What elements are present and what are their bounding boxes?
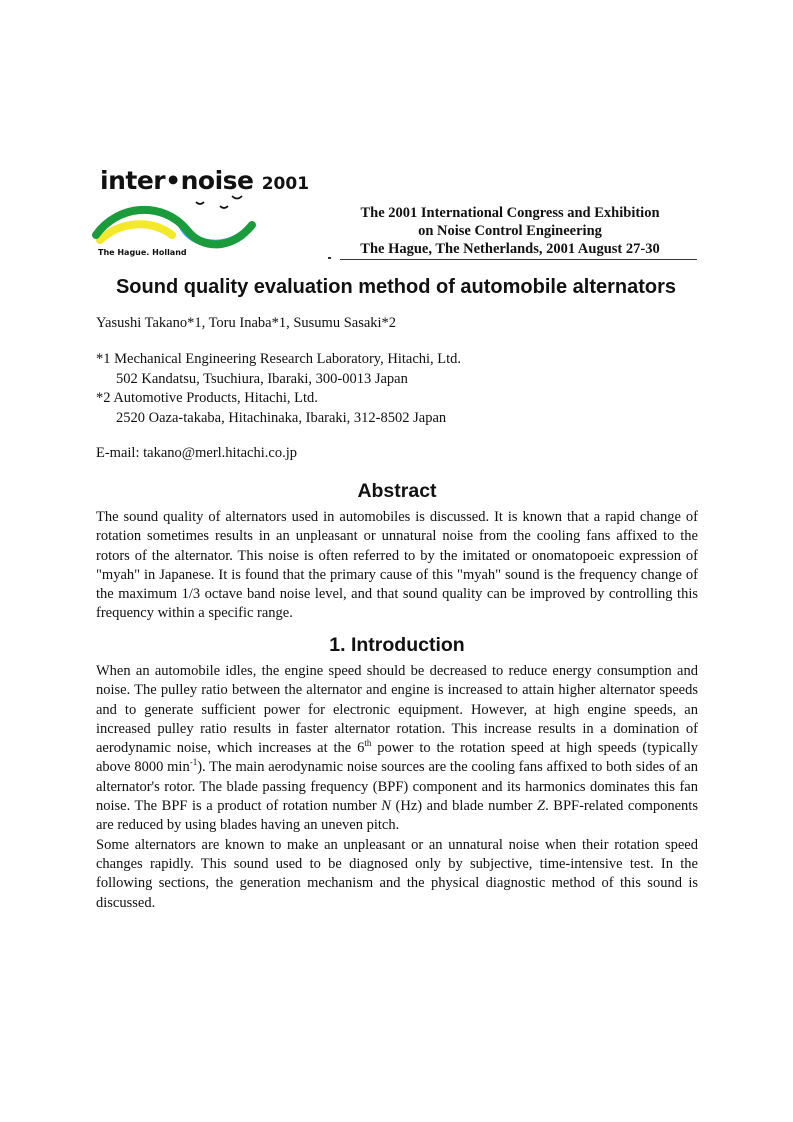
conference-header [330,204,690,258]
author-list: Yasushi Takano*1, Toru Inaba*1, Susumu Sasaki*2 [96,315,397,331]
conference-line-3: The Hague, The Netherlands, 2001 August 27-30 [360,241,660,257]
abstract-paragraph: The sound quality of alternators used in automobiles is discussed. It is known that a rapid change of rotation sometimes results in an unpleasant or unnatural noise from the cooling fans affixed to the rotors of the alternator. This noise is often referred to by the imitated or onomatopoeic expression of "myah" in Japanese. It is found that the primary cause of this "myah" sound is the frequency change of the maximum 1/3 octave band noise level, and that sound quality can be improved by controlling this frequency within a specific range. [96,509,698,622]
affiliation-2-name: *2 Automotive Products, Hitachi, Ltd. [96,390,318,406]
conference-line-2: on Noise Control Engineering [418,223,602,239]
abstract-text [96,508,698,624]
logo-place: The Hague. Holland [98,248,187,257]
introduction-paragraph-2: Some alternators are known to make an unpleasant or an unnatural noise when their rotation speed changes rapidly. This sound used to be diagnosed only by subjective, time-intensive test. In the following sections, the generation mechanism and the physical diagnostic method of this sound is discussed. [96,836,698,911]
inter-noise-logo [92,160,310,260]
affiliation-2-address: 2520 Oaza-takaba, Hitachinaka, Ibaraki, 312-8502 Japan [116,409,447,426]
introduction-text [96,662,698,913]
contact-email: E-mail: takano@merl.hitachi.co.jp [96,445,297,461]
affiliation-1-address: 502 Kandatsu, Tsuchiura, Ibaraki, 300-0013 Japan [116,370,408,387]
abstract-heading: Abstract [357,480,437,502]
logo-waves-graphic [92,190,272,250]
introduction-heading: 1. Introduction [329,634,465,656]
header-rule-tick [328,257,331,259]
variable-n: N [381,798,391,815]
variable-z: Z [537,798,546,815]
introduction-paragraph-1: When an automobile idles, the engine speed should be decreased to reduce energy consumption and noise. The pulley ratio between the alternator and engine is increased to attain higher alternator speeds and to generate sufficient power for electronic equipment. However, at high engine speeds, an increased pulley ratio results in faster alternator rotation. This increase results in a domination of aerodynamic noise, which increases at the 6th power to the rotation speed at high speeds (typically above 8000 $\min^{-1}$). The main aerodynamic noise sources are the cooling fans affixed to both sides of an alternator's rotor. The blade passing frequency (BPF) component and its harmonics dominates this fan noise. The BPF is a product of rotation number N (Hz) and blade number Z. BPF-related components are reduced by using blades having an uneven pitch. [96,663,698,834]
conference-line-1: The 2001 International Congress and Exhibition [360,205,660,221]
paper-title: Sound quality evaluation method of automobile alternators [115,276,677,298]
logo-wordmark: inter•noise 2001 [100,166,310,195]
affiliations [96,350,698,428]
header-rule [340,259,697,260]
affiliation-1-name: *1 Mechanical Engineering Research Laboratory, Hitachi, Ltd. [96,351,462,367]
